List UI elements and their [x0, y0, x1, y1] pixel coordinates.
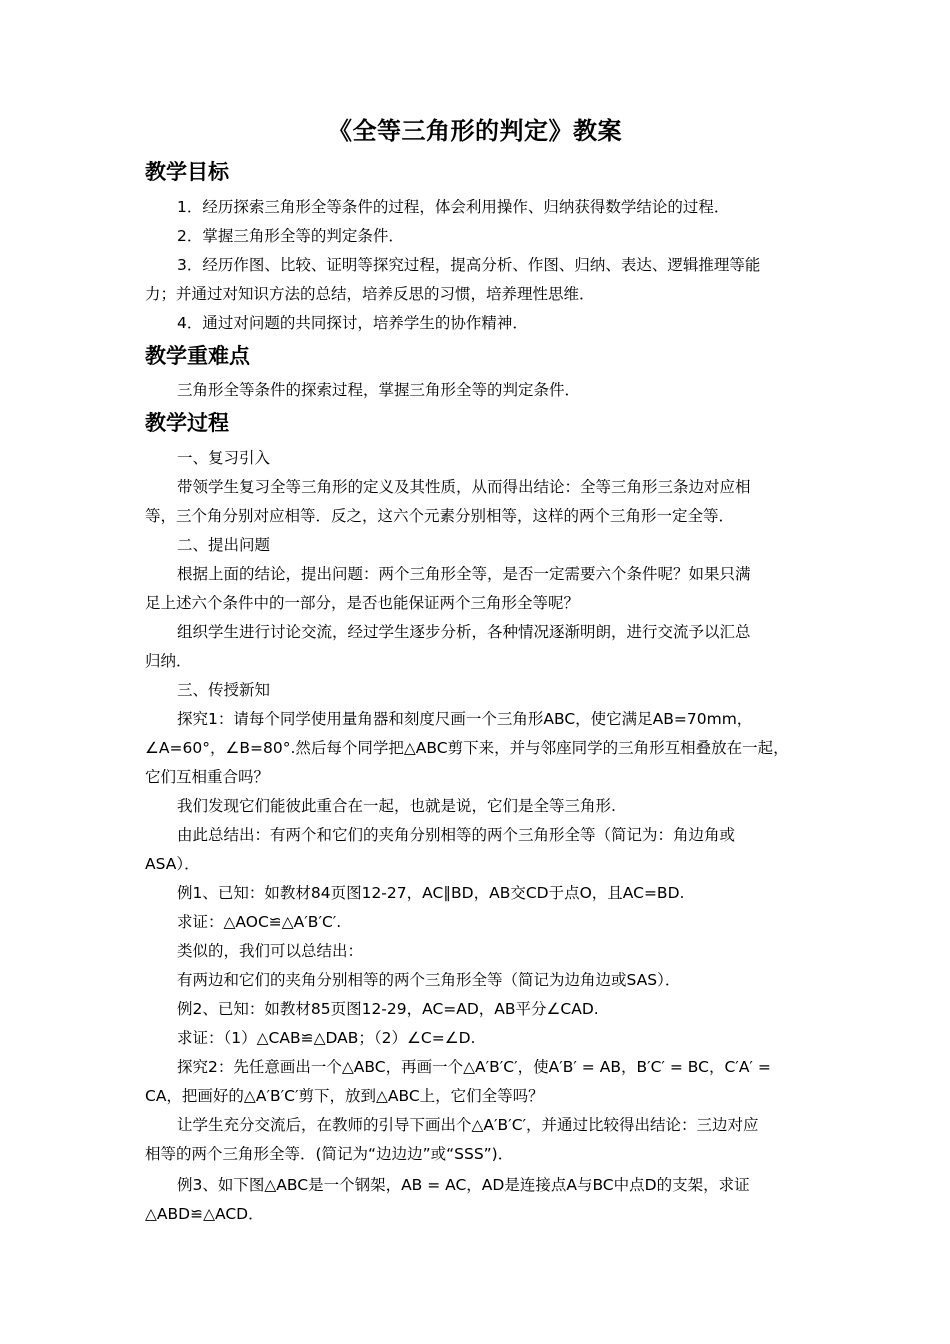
process-line: 一、复习引入 — [177, 449, 271, 467]
objective-line: 力；并通过对知识方法的总结，培养反思的习惯，培养理性思维． — [145, 285, 595, 303]
objective-line: 4．通过对问题的共同探讨，培养学生的协作精神． — [177, 314, 528, 332]
process-line: △ABD≌△ACD． — [145, 1205, 264, 1223]
objective-line: 2．掌握三角形全等的判定条件． — [177, 227, 404, 245]
process-line: 归纳． — [145, 652, 192, 670]
process-line: CA，把画好的△A′B′C′剪下，放到△ABC上，它们全等吗？ — [145, 1087, 544, 1105]
process-line: 类似的，我们可以总结出： — [177, 942, 364, 960]
process-line: 例1、已知：如教材84页图12-27，AC∥BD，AB交CD于点O，且AC=BD. — [177, 884, 685, 902]
document-title: 《全等三角形的判定》教案 — [328, 117, 622, 145]
process-line: 我们发现它们能彼此重合在一起，也就是说，它们是全等三角形. — [177, 797, 616, 815]
process-line: 组织学生进行讨论交流，经过学生逐步分析，各种情况逐渐明朗，进行交流予以汇总 — [177, 623, 751, 641]
process-line: ∠A=60°，∠B=80°.然后每个同学把△ABC剪下来，并与邻座同学的三角形互相叠放在一起， — [145, 739, 789, 757]
process-line: 求证：（1）△CAB≌△DAB；（2）∠C=∠D. — [177, 1029, 476, 1047]
process-line: 例2、已知：如教材85页图12-29，AC=AD，AB平分∠CAD. — [177, 1000, 599, 1018]
process-line: 相等的两个三角形全等．(简记为“边边边”或“SSS”)． — [145, 1145, 514, 1163]
process-line: ASA）． — [145, 855, 200, 873]
process-line: 探究1：请每个同学使用量角器和刻度尺画一个三角形ABC，使它满足AB=70mm， — [177, 710, 753, 728]
objective-line: 3．经历作图、比较、证明等探究过程，提高分析、作图、归纳、表达、逻辑推理等能 — [177, 256, 761, 274]
process-line: 有两边和它们的夹角分别相等的两个三角形全等（简记为边角边或SAS）． — [177, 971, 681, 989]
process-line: 根据上面的结论，提出问题：两个三角形全等，是否一定需要六个条件呢？如果只满 — [177, 565, 751, 583]
process-line: 让学生充分交流后，在教师的引导下画出个△A′B′C′，并通过比较得出结论：三边对应 — [177, 1116, 759, 1134]
process-line: 求证：△AOC≌△A′B′C′. — [177, 913, 342, 931]
process-line: 探究2：先任意画出一个△ABC，再画一个△A′B′C′，使A′B′ = AB，B′C′ = BC，C′A′ = — [177, 1058, 771, 1076]
process-line: 等，三个角分别对应相等．反之，这六个元素分别相等，这样的两个三角形一定全等． — [145, 507, 735, 525]
objective-line: 1．经历探索三角形全等条件的过程，体会利用操作、归纳获得数学结论的过程． — [177, 198, 730, 216]
process-line: 带领学生复习全等三角形的定义及其性质，从而得出结论：全等三角形三条边对应相 — [177, 478, 751, 496]
process-line: 例3、如下图△ABC是一个钢架，AB = AC，AD是连接点A与BC中点D的支架，求证 — [177, 1176, 750, 1194]
process-line: 它们互相重合吗？ — [145, 768, 270, 786]
section-heading-objectives: 教学目标 — [145, 160, 229, 184]
section-heading-process: 教学过程 — [145, 411, 229, 435]
process-line: 三、传授新知 — [177, 681, 271, 699]
process-line: 由此总结出：有两个和它们的夹角分别相等的两个三角形全等（简记为：角边角或 — [177, 826, 736, 844]
key-point-line: 三角形全等条件的探索过程，掌握三角形全等的判定条件． — [177, 381, 581, 399]
section-heading-key-points: 教学重难点 — [145, 344, 250, 368]
process-line: 足上述六个条件中的一部分，是否也能保证两个三角形全等呢？ — [145, 594, 580, 612]
process-line: 二、提出问题 — [177, 536, 271, 554]
